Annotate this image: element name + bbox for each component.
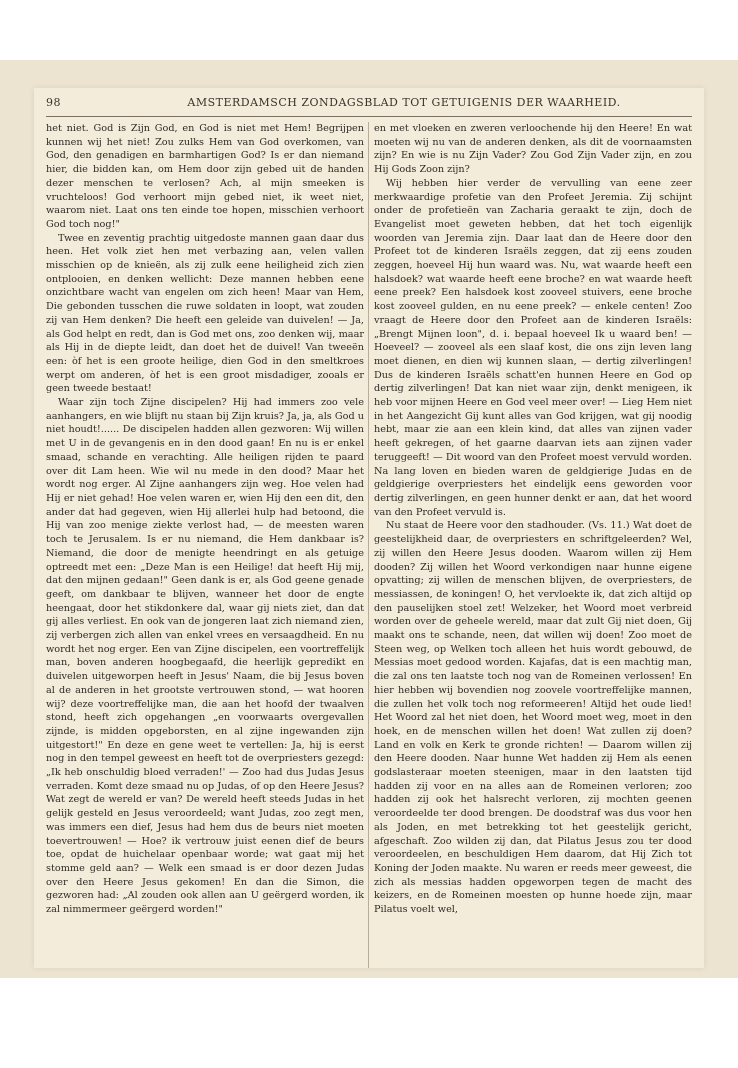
paragraph: Wij hebben hier verder de vervulling van eene zeer merkwaardige profetie van den Profeet Jeremia. Zij schijnt onder de profetieën van Zacharia geraakt te zijn, doch de Evangelist moet geweten hebben, dat het toch eigenlijk woorden van Jeremia zijn. Daar laat dan de Heere door den Profeet tot de kinderen Israëls zeggen, dat zij eens zouden zeggen, hoeveel Hij hun waard was. Nu, wat waarde heeft een halsdoek? wat waarde heeft eene broche? en wat waarde heeft eene preek? Een halsdoek kost zooveel stuivers, eene broche kost zooveel gulden, en nu eene preek? — enkele centen! Zoo vraagt de Heere door den Profeet aan de kinderen Israëls: „Brengt Mijnen loon", d. i. bepaal hoeveel Ik u waard ben! — Hoeveel? — zooveel als een slaaf kost, die ons zijn leven lang moet dienen, en dien wij kunnen slaan, — dertig zilverlingen! Dus de kinderen Israëls schatt'en hunnen Heere en God op dertig zilverlingen! Dat kan niet waar zijn, denkt menigeen, ik heb voor mijnen Heere en God veel meer over! — Lieg Hem niet in het Aangezicht Gij kunt alles van God krijgen, wat gij noodig hebt, maar zie aan een klein kind, dat alles van zijnen vader heeft gekregen, of het gaarne daarvan iets aan zijnen vader teruggeeft! — Dit woord van den Profeet moest vervuld worden. Na lang loven en bieden waren de geldgierige Judas en de geldgierige overpriesters het eindelijk eens geworden voor dertig zilverlingen, en geen hunner denkt er aan, dat het woord van den Profeet vervuld is. [374,177,692,518]
paragraph: Twee en zeventig prachtig uitgedoste mannen gaan daar dus heen. Het volk ziet hen met verbazing aan, velen vallen misschien op de knieën, als zij zulk eene heiligheid zich zien ontplooien, en denken wellicht: Deze mannen hebben eene onzichtbare wacht van engelen om zich heen! Maar van Hem, Die gebonden tusschen die ruwe soldaten in loopt, wat zouden zij van Hem denken? Die heeft een geleide van duivelen! — Ja, als God helpt en redt, dan is God met ons, zoo denken wij, maar als Hij in de diepte leidt, dan doet het de duivel! Van tweeën een: òf het is een groote heilige, dien God in den smeltkroes werpt om anderen, òf het is een groot misdadiger, zooals er geen tweede bestaat! [46,232,364,395]
right-column [374,122,692,917]
page-header [46,96,692,114]
page-number: 98 [46,96,61,109]
column-divider [368,122,369,968]
paragraph: het niet. God is Zijn God, en God is niet met Hem! Begrijpen kunnen wij het niet! Zou zulks Hem van God overkomen, van God, den genadigen en barmhartigen God? Is er dan niemand hier, die bidden kan, om Hem door zijn gebed uit de handen dezer menschen te verlosen? Ach, al mijn smeeken is vruchteloos! God verhoort mijn gebed niet, ik weet niet, waarom niet. Laat ons ten einde toe hopen, misschien verhoort God toch nog!" [46,123,364,230]
paragraph: Nu staat de Heere voor den stadhouder. (Vs. 11.) Wat doet de geestelijkheid daar, de overpriesters en schriftgeleerden? Wel, zij willen den Heere Jesus dooden. Waarom willen zij Hem dooden? Zij willen het Woord verkondigen naar hunne eigene opvatting; zij willen de menschen blijven, de overpriesters, de messiassen, de koningen! O, het vervloekte ik, dat zich altijd op den pauselijken stoel zet! Welzeker, het Woord moet verbreid worden over de geheele wereld, maar dat zult Gij niet doen, Gij maakt ons te schande, neen, dat willen wij doen! Zoo moet de Steen weg, op Welken toch alleen het huis wordt gebouwd, de Messias moet gedood worden. Kajafas, dat is een machtig man, die zal ons ten laatste toch nog van de Romeinen verlossen! En hier hebben wij bovendien nog zoovele voortreffelijke mannen, die zullen het volk toch nog reformeeren! Altijd het oude lied! Het Woord zal het niet doen, het Woord moet weg, moet in den hoek, en de menschen willen het doen! Wat zullen zij doen? Land en volk en Kerk te gronde richten! — Daarom willen zij den Heere dooden. Naar hunne Wet hadden zij Hem als eenen godslasteraar moeten steenigen, maar in den laatsten tijd hadden zij voor en na alles aan de Romeinen verloren; zoo hadden zij ook het halsrecht verloren, zij mochten geenen veroordeelde ter dood brengen. De doodstraf was dus voor hen als Joden, en met betrekking tot het geestelijk gericht, afgeschaft. Zoo wilden zij dan, dat Pilatus Jesus zou ter dood veroordeelen, en beschuldigen Hem daarom, dat Hij Zich tot Koning der Joden maakte. Nu waren er reeds meer geweest, die zich als messias hadden opgeworpen tegen de macht des keizers, en de Romeinen moesten op hunne hoede zijn, maar Pilatus voelt wel, [374,520,692,916]
header-rule [46,116,692,117]
left-column [46,122,364,917]
paragraph: en met vloeken en zweren verloochende hij den Heere! En wat moeten wij nu van de anderen denken, als dit de voornaamsten zijn? En wie is nu Zijn Vader? Zou God Zijn Vader zijn, en zou Hij Gods Zoon zijn? [374,123,692,176]
scanned-page-background [0,60,738,978]
running-title: AMSTERDAMSCH ZONDAGSBLAD TOT GETUIGENIS DER WAARHEID. [187,96,621,109]
newspaper-page [34,88,704,968]
paragraph: Waar zijn toch Zijne discipelen? Hij had immers zoo vele aanhangers, en wie blijft nu staan bij Zijn kruis? Ja, ja, als God u niet houdt!...... De discipelen hadden allen gezworen: Wij willen met U in de gevangenis en in den dood gaan! En nu is er enkel smaad, schande en verachting. Alle heiligen rijden te paard over dit Lam heen. Wie wil nu mede in den dood? Maar het wordt nog erger. Al Zijne aanhangers zijn weg. Hoe velen had Hij er niet gehad! Hoe velen waren er, wien Hij den een dit, den ander dat had gegeven, wien Hij allerlei hulp had betoond, die Hij van zoo menige ziekte verlost had, — de meesten waren toch te Jerusalem. Is er nu niemand, die Hem dankbaar is? Niemand, die door de menigte heendringt en als getuige optreedt met een: „Deze Man is een Heilige! dat heeft Hij mij, dat den mijnen gedaan!" Geen dank is er, als God geene genade geeft, om dankbaar te blijven, wanneer het door de engte heengaat, door het stikdonkere dal, waar gij niets ziet, dan dat gij alles verliest. En ook van de jongeren laat zich niemand zien, zij verbergen zich allen van enkel vrees en versaagdheid. En nu wordt het nog erger. Een van Zijne discipelen, een voortreffelijk man, boven anderen hoogbegaafd, die heerlijk gepredikt en duivelen uitgeworpen heeft in Jesus' Naam, die bij Jesus boven al de anderen in het grootste vertrouwen stond, — wat hooren wij? deze voortreffelijke man, die aan het hoofd der twaalven stond, heeft zich opgehangen „en voorwaarts overgevallen zijnde, is midden opgeborsten, en al zijne ingewanden zijn uitgestort!" En deze en gene weet te vertellen: Ja, hij is eerst nog in den tempel geweest en heeft tot de overpriesters gezegd: „Ik heb onschuldig bloed verraden!' — Zoo had dus Judas Jesus verraden. Komt deze smaad nu op Judas, of op den Heere Jesus? Wat zegt de wereld er van? De wereld heeft steeds Judas in het gelijk gesteld en Jesus veroordeeld; want Judas, zoo zegt men, was immers een dief, Jesus had hem dus de beurs niet moeten toevertrouwen! — Hoe? ik vertrouw juist eenen dief de beurs toe, opdat de huichelaar openbaar worde; wat gaat mij het stomme geld aan? — Welk een smaad is er door dezen Judas over den Heere Jesus gekomen! En dan die Simon, die gezworen had: „Al zouden ook allen aan U geërgerd worden, ik zal nimmermeer geërgerd worden!" [46,397,364,916]
